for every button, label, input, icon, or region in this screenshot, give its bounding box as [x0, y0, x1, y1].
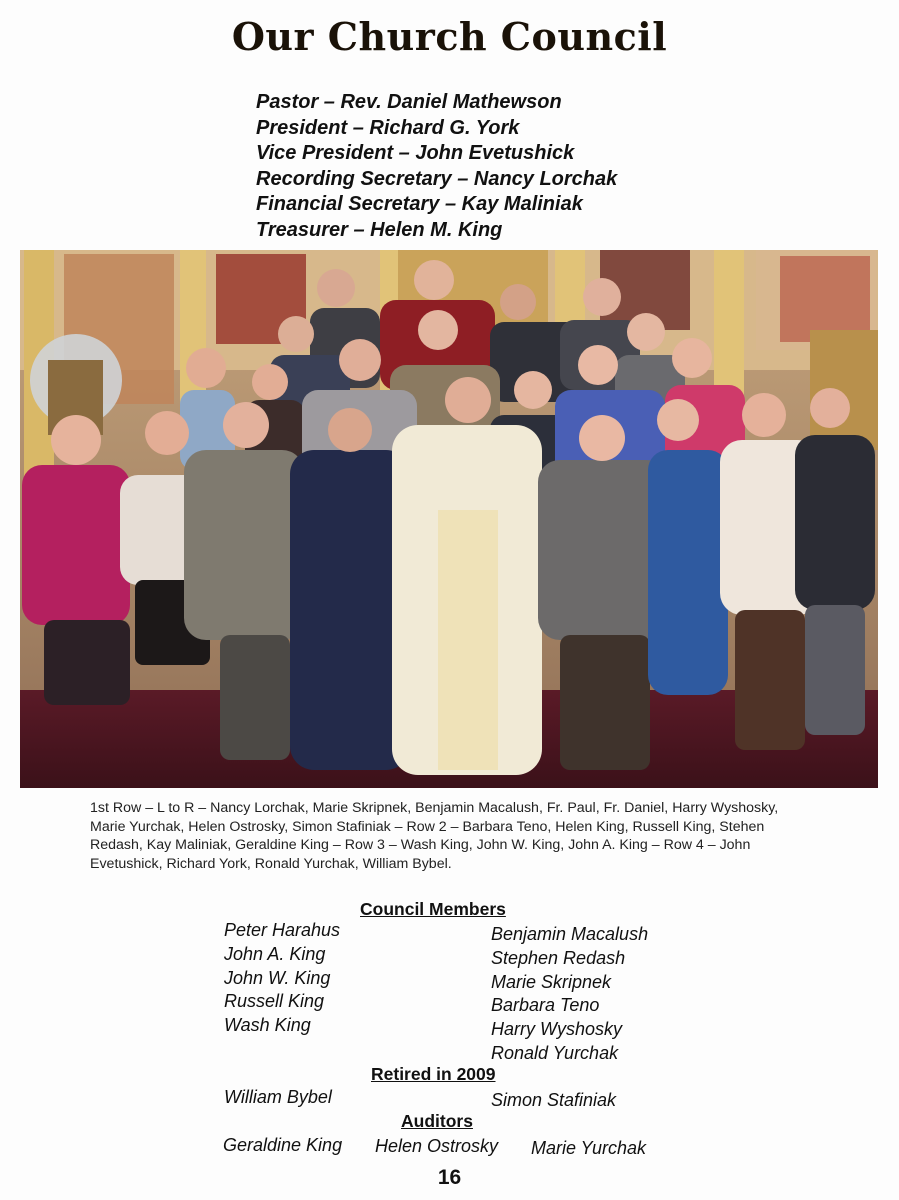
auditor-name: Helen Ostrosky — [375, 1136, 499, 1156]
officer-vice-president: Vice President – John Evetushick — [256, 142, 575, 164]
council-member-name: John W. King — [224, 967, 331, 988]
page-number: 16 — [437, 1166, 462, 1189]
auditor-name: Marie Yurchak — [531, 1138, 647, 1158]
retired-name: Simon Stafiniak — [491, 1090, 617, 1110]
council-member-name: Ronald Yurchak — [491, 1042, 619, 1063]
retired-name: William Bybel — [224, 1087, 332, 1107]
page-title: Our Church Council — [231, 14, 668, 59]
officer-treasurer: Treasurer – Helen M. King — [256, 218, 503, 241]
council-left-column — [224, 919, 340, 1038]
group-photo — [20, 250, 878, 788]
council-member-name: Wash King — [224, 1015, 311, 1036]
council-member-name: Benjamin Macalush — [491, 924, 649, 944]
officer-financial-secretary: Financial Secretary – Kay Maliniak — [256, 193, 583, 215]
council-member-name: Peter Harahus — [224, 920, 341, 940]
photo-caption: 1st Row – L to R – Nancy Lorchak, Marie Skripnek, Benjamin Macalush, Fr. Paul, Fr. Daniel, Harry Wyshosky, Marie Yurchak, Helen Ostrosky, Simon Stafiniak – Row 2 – Barbara Teno, Helen King, Russell King, Stehen Redash, Kay Maliniak, Geraldine King – Row 3 – Wash King, John W. King, John A. King – Row 4 – John Evetushick, Richard York, Ronald Yurchak, William Bybel. — [90, 800, 779, 872]
council-member-name: John A. King — [224, 943, 326, 964]
retired-heading: Retired in 2009 — [371, 1064, 496, 1084]
officer-recording-secretary: Recording Secretary – Nancy Lorchak — [256, 167, 618, 190]
council-member-name: Barbara Teno — [491, 995, 600, 1016]
council-right-column — [491, 923, 648, 1066]
officer-pastor: Pastor – Rev. Daniel Mathewson — [256, 91, 562, 113]
council-member-name: Stephen Redash — [491, 947, 626, 968]
officer-president: President – Richard G. York — [256, 116, 520, 139]
council-member-name: Marie Skripnek — [491, 971, 612, 992]
council-members-heading: Council Members — [360, 899, 506, 919]
council-member-name: Harry Wyshosky — [491, 1019, 623, 1040]
council-member-name: Russell King — [224, 991, 325, 1012]
officers-list — [256, 90, 617, 243]
auditor-name: Geraldine King — [223, 1135, 343, 1155]
auditors-heading: Auditors — [401, 1111, 473, 1131]
